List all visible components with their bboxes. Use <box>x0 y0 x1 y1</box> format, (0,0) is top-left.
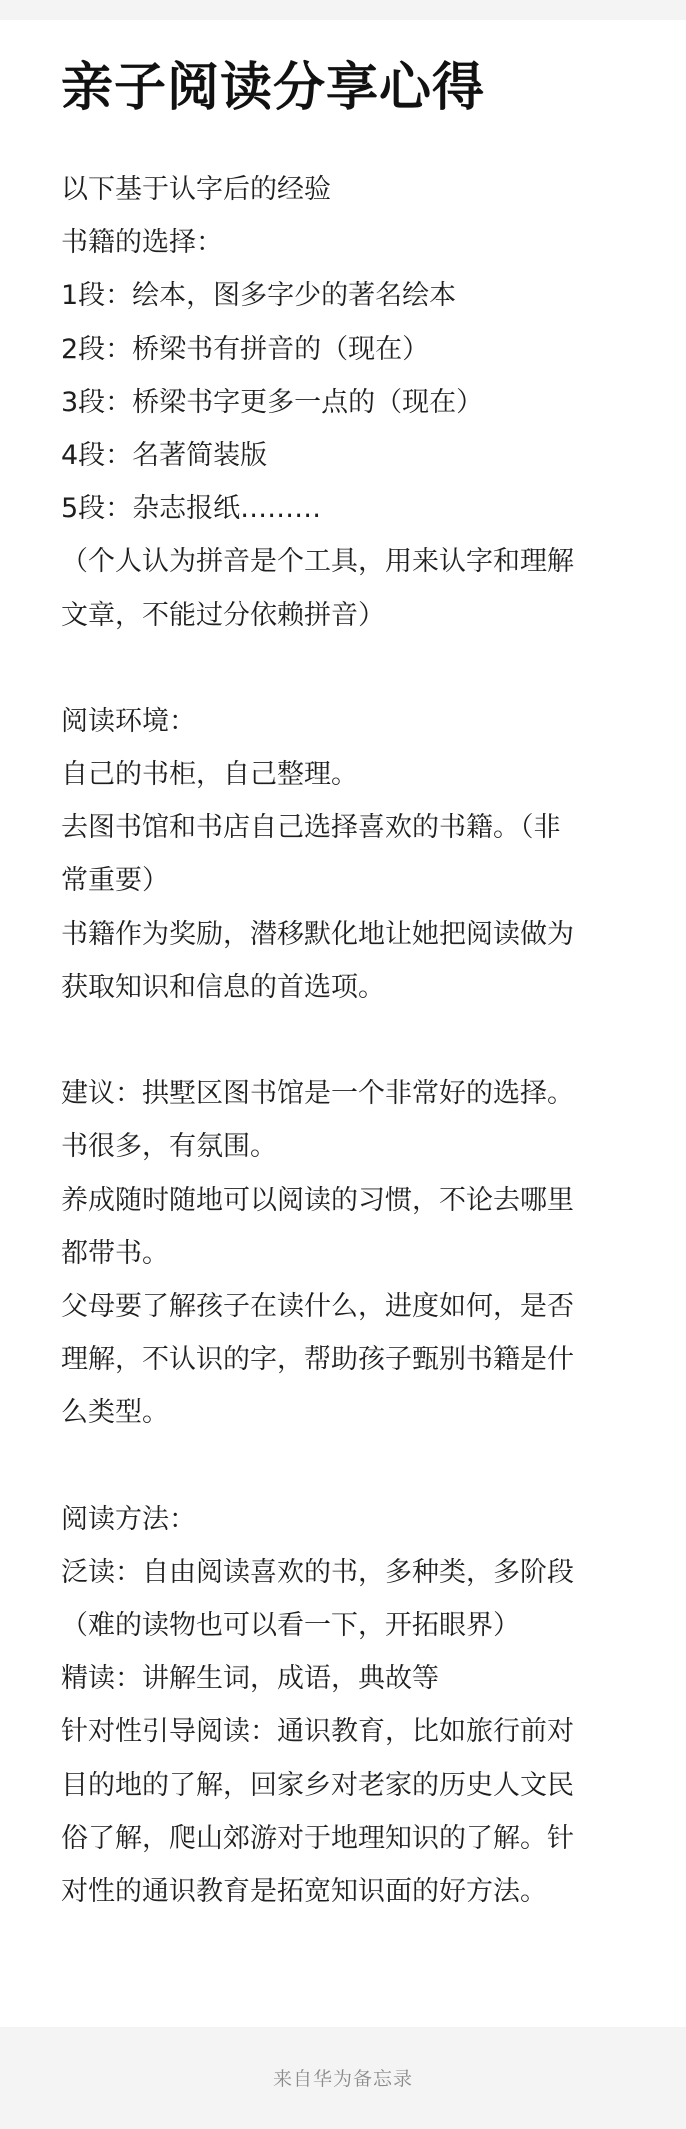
text-line: 3段：桥梁书字更多一点的（现在） <box>61 386 484 418</box>
note-card <box>0 20 686 2027</box>
text-line: 文章，不能过分依赖拼音） <box>61 599 385 631</box>
text-line: 去图书馆和书店自己选择喜欢的书籍。（非 <box>61 812 561 844</box>
note-body <box>61 163 631 1918</box>
text-line: 理解，不认识的字，帮助孩子甄别书籍是什 <box>61 1344 574 1376</box>
text-line: 对性的通识教育是拓宽知识面的好方法。 <box>61 1876 547 1907</box>
text-line: 2段：桥梁书有拼音的（现在） <box>61 333 430 365</box>
text-line: 4段：名著简装版 <box>61 439 268 471</box>
blank-line <box>61 1440 631 1493</box>
top-strip <box>0 0 686 20</box>
text-line: 俗了解，爬山郊游对于地理知识的了解。针 <box>61 1822 574 1854</box>
text-line: 泛读：自由阅读喜欢的书，多种类，多阶段 <box>61 1556 574 1588</box>
text-line: （难的读物也可以看一下，开拓眼界） <box>61 1610 520 1642</box>
blank-line <box>61 642 631 695</box>
note-title: 亲子阅读分享心得 <box>61 58 486 118</box>
text-line: 父母要了解孩子在读什么，进度如何，是否 <box>61 1290 574 1322</box>
text-line: 都带书。 <box>61 1237 169 1269</box>
text-line: 1段：绘本，图多字少的著名绘本 <box>61 280 457 312</box>
text-line: 常重要） <box>61 865 169 897</box>
source-attribution: 来自华为备忘录 <box>272 2068 413 2090</box>
text-line: 书籍作为奖励，潜移默化地让她把阅读做为 <box>61 918 574 950</box>
text-line: （个人认为拼音是个工具，用来认字和理解 <box>61 546 574 578</box>
text-line: 目的地的了解，回家乡对老家的历史人文民 <box>61 1769 574 1801</box>
text-line: 自己的书柜，自己整理。 <box>61 759 358 791</box>
text-line: 建议：拱墅区图书馆是一个非常好的选择。 <box>61 1078 574 1110</box>
footer-bar <box>0 2027 686 2129</box>
text-line: 书很多，有氛围。 <box>61 1131 277 1163</box>
text-line: 获取知识和信息的首选项。 <box>61 971 385 1003</box>
section-heading-book-selection: 书籍的选择： <box>61 227 223 259</box>
text-line: 养成随时随地可以阅读的习惯，不论去哪里 <box>61 1184 574 1216</box>
section-heading-reading-methods: 阅读方法： <box>61 1503 196 1535</box>
text-line: 精读：讲解生词，成语，典故等 <box>61 1663 439 1695</box>
text-line: 么类型。 <box>61 1397 169 1429</box>
text-line: 针对性引导阅读：通识教育，比如旅行前对 <box>61 1716 574 1748</box>
text-line: 5段：杂志报纸……… <box>61 493 322 525</box>
blank-line <box>61 1014 631 1067</box>
section-heading-reading-environment: 阅读环境： <box>61 705 196 737</box>
text-line: 以下基于认字后的经验 <box>61 174 331 205</box>
